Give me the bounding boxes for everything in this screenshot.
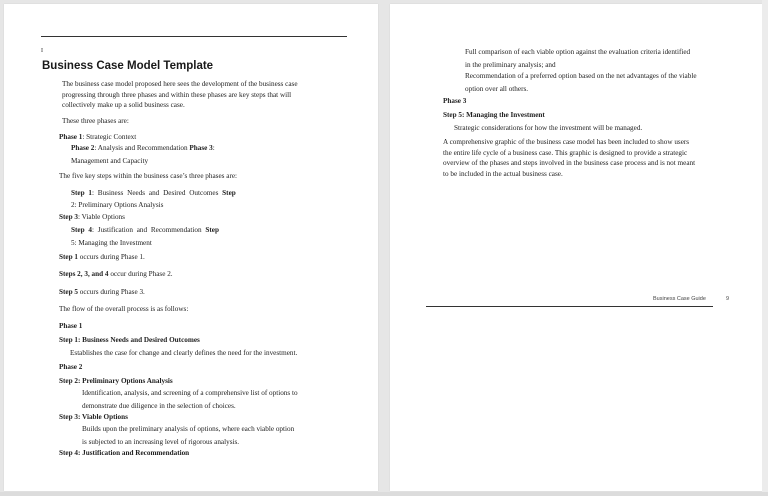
phases-intro: These three phases are: <box>62 117 129 125</box>
document-page-right <box>390 4 762 491</box>
phase-3-heading: Phase 3 <box>443 97 467 105</box>
step-3-line: Step 3: Viable Options <box>59 213 125 221</box>
occurs-step-5: Step 5 occurs during Phase 3. <box>59 288 145 296</box>
flow-step-1-desc: Establishes the case for change and clearly defines the need for the investment. <box>70 349 298 357</box>
flow-step-3-desc: Builds upon the preliminary analysis of options, where each viable option is subjected to an increasing level of rigorous analysis. <box>82 425 295 446</box>
occurs-steps-2-4: Steps 2, 3, and 4 occur during Phase 2. <box>59 270 173 278</box>
step-5-heading: Step 5: Managing the Investment <box>443 111 545 119</box>
bullet-recommendation: Recommendation of a preferred option based on the net advantages of the viable option over all others. <box>465 72 697 93</box>
flow-step-1-heading: Step 1: Business Needs and Desired Outcomes <box>59 336 200 344</box>
phase-1-line: Phase 1: Strategic Context <box>59 133 137 141</box>
steps-intro: The five key steps within the business case’s three phases are: <box>59 172 238 180</box>
text-cursor: I <box>41 48 43 54</box>
flow-step-2-desc: Identification, analysis, and screening of a comprehensive list of options to demonstrate due diligence in the selection of choices. <box>82 389 298 410</box>
intro-paragraph[interactable]: The business case model proposed here sees the development of the business case progressing through three phases and within these phases are key steps that will collectively make up a solid business case. <box>62 80 298 109</box>
horizontal-scrollbar[interactable] <box>0 492 768 496</box>
page-number: 9 <box>726 296 730 302</box>
occurs-step-1: Step 1 occurs during Phase 1. <box>59 253 145 261</box>
phase-2-line: Phase 2: Analysis and Recommendation Phase 3: <box>71 144 215 152</box>
step-1-line: Step 1: Business Needs and Desired Outcomes Step <box>71 189 236 197</box>
flow-phase-2-heading: Phase 2 <box>59 363 83 371</box>
step-5-desc: Strategic considerations for how the investment will be managed. <box>454 124 643 132</box>
step-2-line: 2: Preliminary Options Analysis <box>71 201 164 209</box>
flow-step-2-heading: Step 2: Preliminary Options Analysis <box>59 377 173 385</box>
step-4-line: Step 4: Justification and Recommendation Step <box>71 226 219 234</box>
vertical-scrollbar[interactable] <box>762 0 768 496</box>
flow-step-3-heading: Step 3: Viable Options <box>59 413 128 421</box>
bullet-full-comparison: Full comparison of each viable option against the evaluation criteria identified in the preliminary analysis; and <box>465 48 691 69</box>
flow-step-4-heading: Step 4: Justification and Recommendation <box>59 449 190 457</box>
page-title: Business Case Model Template <box>42 60 214 72</box>
phase-3-line: Management and Capacity <box>71 157 149 165</box>
document-page-left <box>4 4 378 491</box>
closing-paragraph: A comprehensive graphic of the business case model has been included to show users the entire life cycle of a business case. This graphic is designed to provide a strategic overview of the phases and steps involved in the business case process and is not meant to be included in the actual business case. <box>443 138 696 178</box>
header-rule <box>41 36 347 37</box>
step-5-line: 5: Managing the Investment <box>71 239 152 247</box>
flow-phase-1-heading: Phase 1 <box>59 322 83 330</box>
flow-intro: The flow of the overall process is as follows: <box>59 305 189 313</box>
footer-title: Business Case Guide <box>653 296 706 302</box>
footer-rule <box>426 306 713 307</box>
